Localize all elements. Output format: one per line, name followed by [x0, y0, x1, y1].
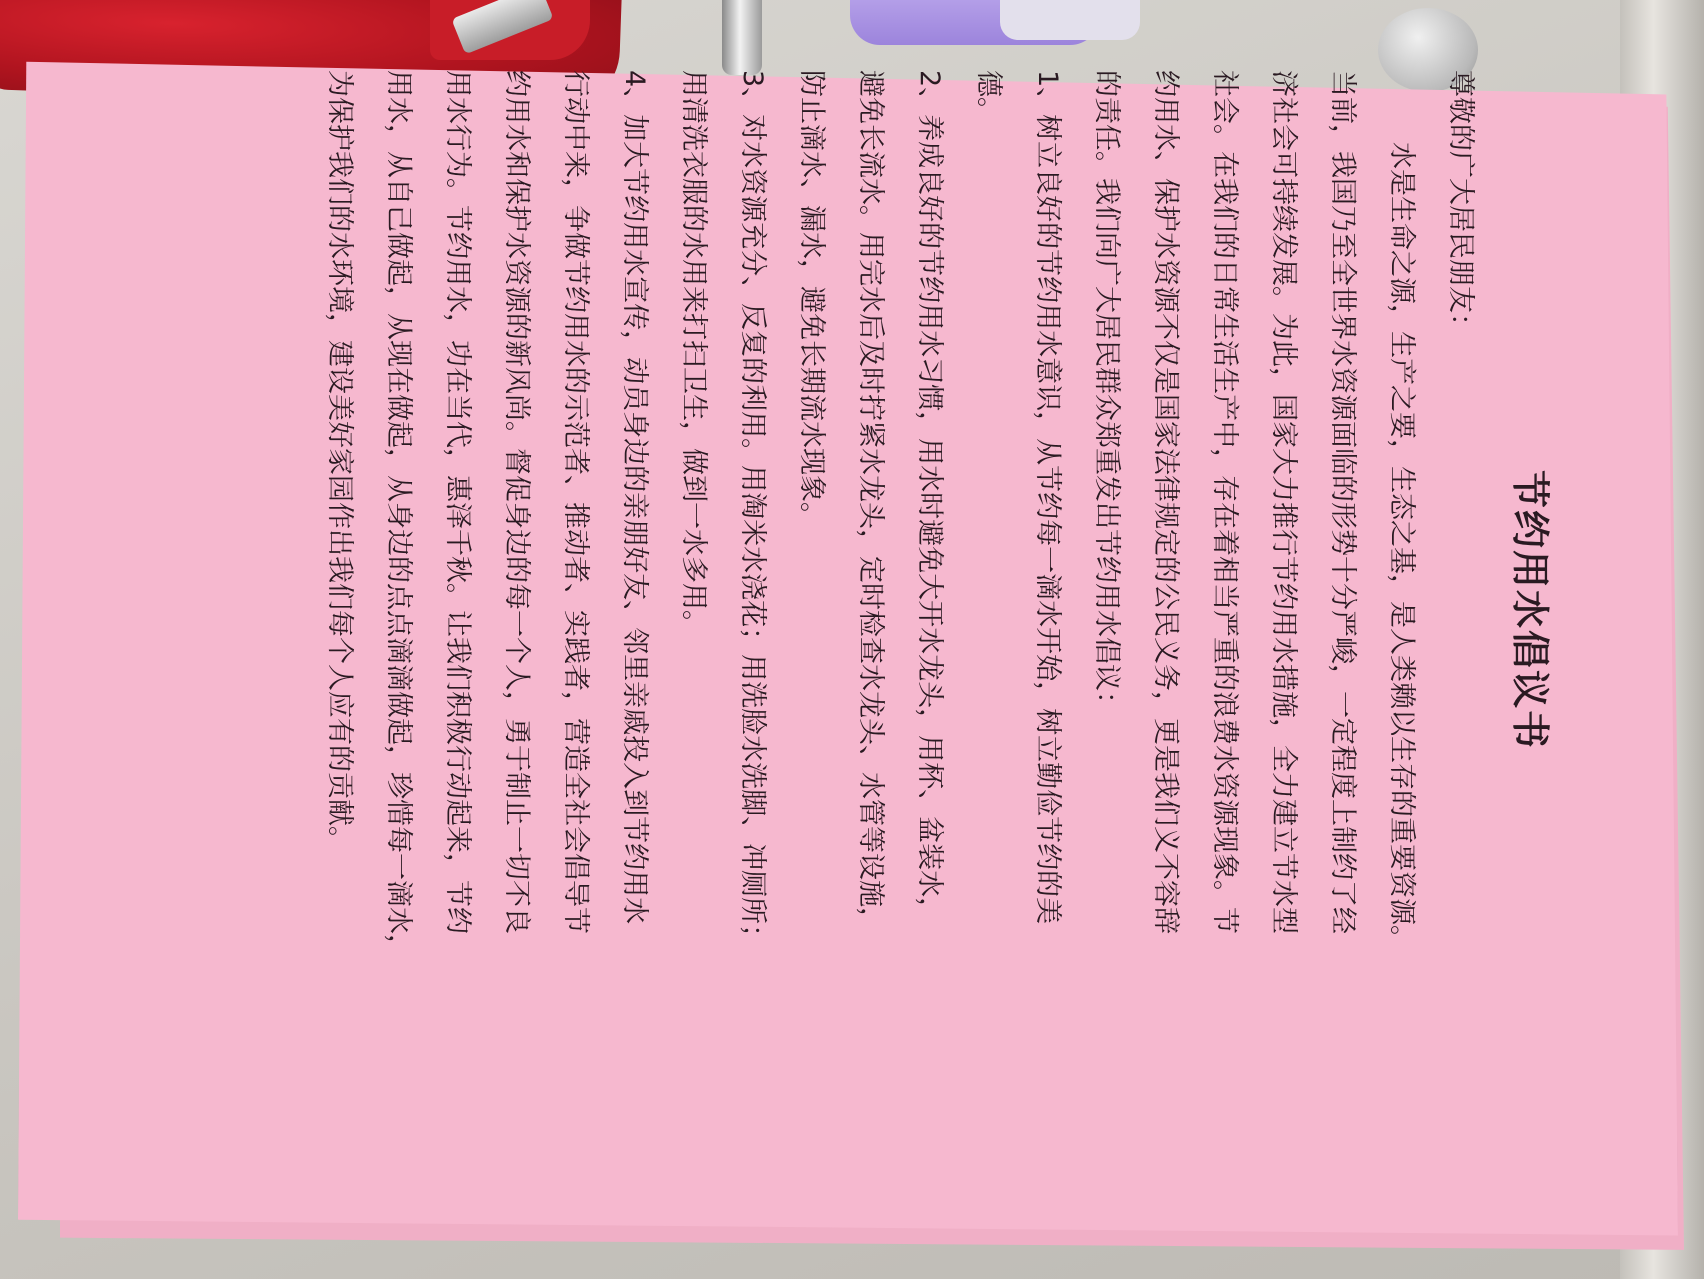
- proposal-document: [150, 70, 1570, 1150]
- document-line: 3、对水资源充分、反复的利用。用淘米水浇花；用洗脸水洗脚、冲厕所；: [737, 70, 768, 952]
- bottle-label: [1000, 0, 1140, 40]
- document-line: 约用水和保护水资源的新风尚。督促身边的每一个人，勇于制止一切不良: [501, 70, 532, 934]
- metal-rod: [722, 0, 762, 75]
- document-line: 尊敬的广大居民朋友：: [1445, 70, 1476, 340]
- document-line: 避免长流水。用完水后及时拧紧水龙头，定时检查水龙头、水管等设施，: [855, 70, 886, 934]
- document-line: 济社会可持续发展。为此，国家大力推行节约用水措施，全力建立节水型: [1268, 70, 1299, 934]
- document-line: 行动中来，争做节约用水的示范者、推动者、实践者，营造全社会倡导节: [560, 70, 591, 934]
- document-line: 防止滴水、漏水，避免长期流水现象。: [796, 70, 827, 529]
- document-body: [310, 70, 1490, 1150]
- document-line: 当前，我国乃至全世界水资源面临的形势十分严峻，一定程度上制约了经: [1327, 70, 1358, 934]
- document-line: 为保护我们的水环境，建设美好家园作出我们每个人应有的贡献。: [324, 70, 355, 853]
- document-line: 4、加大节约用水宣传，动员身边的亲朋好友、邻里亲戚投入到节约用水: [619, 70, 650, 925]
- document-title: 节约用水倡议书: [1508, 469, 1552, 750]
- document-line: 约用水、保护水资源不仅是国家法律规定的公民义务，更是我们义不容辞: [1150, 70, 1181, 934]
- document-line: 社会。在我们的日常生活生产中，存在着相当严重的浪费水资源现象。节: [1209, 70, 1240, 934]
- document-line: 用水行为。节约用水，功在当代，惠泽千秋。让我们积极行动起来，节约: [442, 70, 473, 934]
- document-line: 水是生命之源，生产之要，生态之基，是人类赖以生存的重要资源。: [1386, 142, 1417, 952]
- document-line: 用水，从自己做起，从现在做起，从身边的点点滴滴做起，珍惜每一滴水，: [383, 70, 414, 961]
- document-line: 2、养成良好的节约用水习惯，用水时避免大开水龙头，用杯、盆装水，: [914, 70, 945, 925]
- document-line: 的责任。我们向广大居民群众郑重发出节约用水倡议：: [1091, 70, 1122, 718]
- document-line: 用清洗衣服的水用来打扫卫生，做到一水多用。: [678, 70, 709, 637]
- document-line: 1、树立良好的节约用水意识，从节约每一滴水开始，树立勤俭节约的美: [1032, 70, 1063, 925]
- document-line: 德。: [973, 70, 1004, 124]
